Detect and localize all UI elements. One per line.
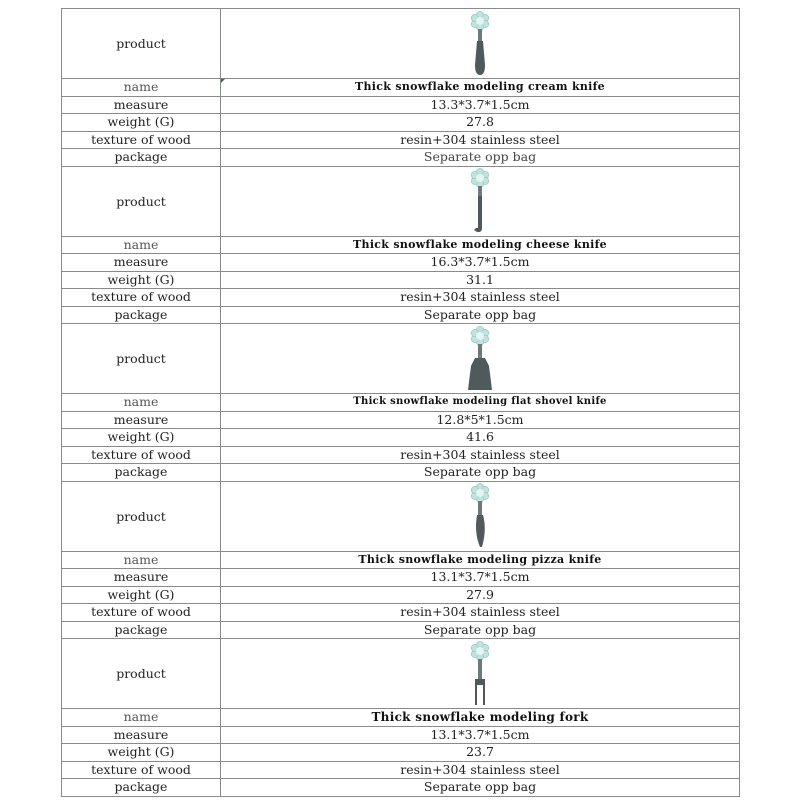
name-label: name — [62, 79, 221, 97]
measure-label: measure — [62, 569, 221, 587]
measure-row — [62, 411, 740, 429]
weight-label: weight (G) — [62, 271, 221, 289]
package-row — [62, 306, 740, 324]
product-texture: resin+304 stainless steel — [221, 131, 740, 149]
package-label: package — [62, 306, 221, 324]
texture-row — [62, 446, 740, 464]
product-image-cell — [221, 9, 740, 79]
product-image-row — [62, 166, 740, 236]
weight-row — [62, 429, 740, 447]
measure-label: measure — [62, 96, 221, 114]
name-row — [62, 709, 740, 727]
product-weight: 27.8 — [221, 114, 740, 132]
weight-row — [62, 271, 740, 289]
snowflake-handle — [471, 483, 489, 502]
product-texture: resin+304 stainless steel — [221, 604, 740, 622]
flat-shovel-knife-icon — [460, 326, 500, 392]
product-label: product — [62, 481, 221, 551]
product-spec-table — [61, 8, 740, 797]
pizza-knife-icon — [465, 483, 495, 549]
texture-row — [62, 289, 740, 307]
name-row — [62, 236, 740, 254]
weight-row — [62, 114, 740, 132]
measure-row — [62, 726, 740, 744]
weight-label: weight (G) — [62, 586, 221, 604]
texture-label: texture of wood — [62, 289, 221, 307]
fork-icon — [465, 641, 495, 707]
product-package: Separate opp bag — [221, 149, 740, 167]
snowflake-handle — [471, 326, 489, 345]
product-measure: 13.1*3.7*1.5cm — [221, 726, 740, 744]
texture-row — [62, 604, 740, 622]
weight-row — [62, 586, 740, 604]
product-name: Thick snowflake modeling fork — [221, 709, 740, 727]
product-package: Separate opp bag — [221, 306, 740, 324]
package-row — [62, 149, 740, 167]
texture-label: texture of wood — [62, 761, 221, 779]
product-name: Thick snowflake modeling flat shovel knife — [221, 394, 740, 412]
package-label: package — [62, 621, 221, 639]
product-image-cell — [221, 639, 740, 709]
package-row — [62, 464, 740, 482]
product-measure: 16.3*3.7*1.5cm — [221, 254, 740, 272]
package-row — [62, 779, 740, 797]
product-measure: 13.1*3.7*1.5cm — [221, 569, 740, 587]
package-label: package — [62, 779, 221, 797]
product-image-cell — [221, 166, 740, 236]
product-package: Separate opp bag — [221, 464, 740, 482]
measure-label: measure — [62, 726, 221, 744]
snowflake-handle — [471, 168, 489, 187]
weight-row — [62, 744, 740, 762]
product-texture: resin+304 stainless steel — [221, 761, 740, 779]
package-row — [62, 621, 740, 639]
texture-label: texture of wood — [62, 446, 221, 464]
product-package: Separate opp bag — [221, 621, 740, 639]
product-image-row — [62, 639, 740, 709]
measure-row — [62, 96, 740, 114]
weight-label: weight (G) — [62, 114, 221, 132]
product-package: Separate opp bag — [221, 779, 740, 797]
product-weight: 27.9 — [221, 586, 740, 604]
snowflake-handle — [471, 641, 489, 660]
product-image-cell — [221, 324, 740, 394]
product-name: Thick snowflake modeling cheese knife — [221, 236, 740, 254]
product-name: Thick snowflake modeling cream knife — [221, 79, 740, 97]
product-label: product — [62, 639, 221, 709]
product-measure: 12.8*5*1.5cm — [221, 411, 740, 429]
name-row — [62, 394, 740, 412]
product-image-row — [62, 324, 740, 394]
name-label: name — [62, 236, 221, 254]
texture-row — [62, 131, 740, 149]
name-label: name — [62, 394, 221, 412]
product-label: product — [62, 9, 221, 79]
texture-row — [62, 761, 740, 779]
product-name: Thick snowflake modeling pizza knife — [221, 551, 740, 569]
product-image-row — [62, 481, 740, 551]
product-image-cell — [221, 481, 740, 551]
product-weight: 23.7 — [221, 744, 740, 762]
name-row — [62, 551, 740, 569]
product-image-row — [62, 9, 740, 79]
weight-label: weight (G) — [62, 429, 221, 447]
package-label: package — [62, 464, 221, 482]
cheese-knife-icon — [465, 168, 495, 234]
name-row — [62, 79, 740, 97]
product-weight: 41.6 — [221, 429, 740, 447]
measure-row — [62, 569, 740, 587]
cream-knife-icon — [465, 11, 495, 77]
product-measure: 13.3*3.7*1.5cm — [221, 96, 740, 114]
texture-label: texture of wood — [62, 604, 221, 622]
package-label: package — [62, 149, 221, 167]
measure-label: measure — [62, 411, 221, 429]
product-label: product — [62, 166, 221, 236]
name-label: name — [62, 551, 221, 569]
product-label: product — [62, 324, 221, 394]
product-texture: resin+304 stainless steel — [221, 289, 740, 307]
texture-label: texture of wood — [62, 131, 221, 149]
weight-label: weight (G) — [62, 744, 221, 762]
snowflake-handle — [471, 11, 489, 30]
measure-row — [62, 254, 740, 272]
product-weight: 31.1 — [221, 271, 740, 289]
measure-label: measure — [62, 254, 221, 272]
product-texture: resin+304 stainless steel — [221, 446, 740, 464]
name-label: name — [62, 709, 221, 727]
